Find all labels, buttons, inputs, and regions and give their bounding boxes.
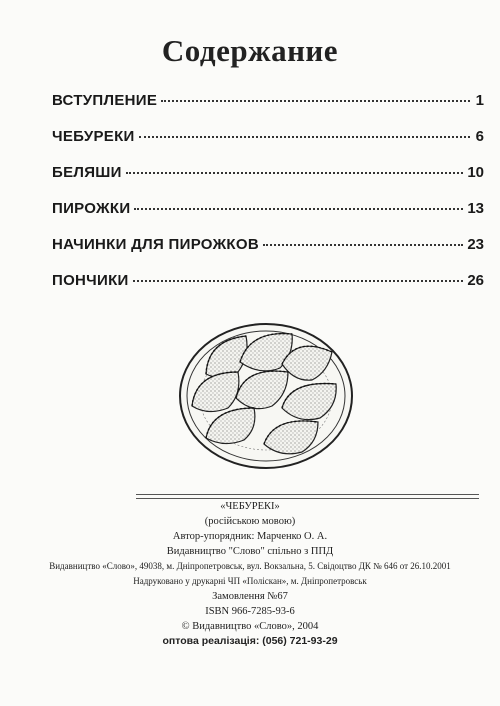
toc-leader-dots [134, 208, 463, 210]
colophon-wholesale-phone: оптова реалізація: (056) 721-93-29 [162, 635, 338, 647]
colophon-isbn: ISBN 966-7285-93-6 [205, 606, 295, 617]
toc-entry-page: 10 [467, 164, 484, 181]
colophon-copyright: © Видавництво «Слово», 2004 [181, 621, 319, 632]
toc-entry-page: 26 [467, 272, 484, 289]
toc-entry-page: 13 [467, 200, 484, 217]
toc-entry-fillings[interactable] [52, 236, 484, 272]
toc-entry-label: БЕЛЯШИ [52, 164, 122, 181]
colophon-language: (російською мовою) [204, 516, 296, 527]
colophon-publisher-joint: Видавництво "Слово" спільно з ППД [166, 546, 334, 557]
toc-entry-page: 1 [475, 92, 484, 109]
toc-leader-dots [126, 172, 464, 174]
toc-entry-label: ВСТУПЛЕНИЕ [52, 92, 158, 109]
toc-entry-page: 6 [475, 128, 484, 145]
toc-leader-dots [133, 280, 464, 282]
toc-entry-ponchiki[interactable] [52, 272, 484, 308]
table-of-contents [52, 92, 484, 308]
toc-leader-dots [161, 100, 470, 102]
toc-entry-chebureki[interactable] [52, 128, 484, 164]
toc-entry-label: НАЧИНКИ ДЛЯ ПИРОЖКОВ [52, 236, 259, 253]
toc-entry-label: ПОНЧИКИ [52, 272, 129, 289]
colophon-book-title: «ЧЕБУРЕКІ» [220, 501, 280, 512]
colophon [0, 499, 500, 649]
toc-entry-label: ЧЕБУРЕКИ [52, 128, 135, 145]
colophon-publisher-address: Видавництво «Слово», 49038, м. Дніпропетровськ, вул. Вокзальна, 5. Свідоцтво ДК № 646 от 26.10.2001 [49, 561, 451, 571]
toc-entry-label: ПИРОЖКИ [52, 200, 131, 217]
colophon-order-number: Замовлення №67 [212, 591, 288, 602]
toc-entry-pirozhki[interactable] [52, 200, 484, 236]
colophon-printer: Надруковано у друкарні ЧП «Поліскан», м. Дніпропетровськ [133, 576, 367, 586]
colophon-compiler: Автор-упорядник: Марченко О. А. [172, 531, 328, 542]
toc-entry-intro[interactable] [52, 92, 484, 128]
toc-leader-dots [139, 136, 470, 138]
colophon-divider-top [136, 494, 479, 495]
page-title: Содержание [161, 33, 339, 68]
toc-entry-belyashi[interactable] [52, 164, 484, 200]
toc-leader-dots [263, 244, 463, 246]
plate-of-chebureki-illustration [178, 322, 358, 470]
toc-entry-page: 23 [467, 236, 484, 253]
